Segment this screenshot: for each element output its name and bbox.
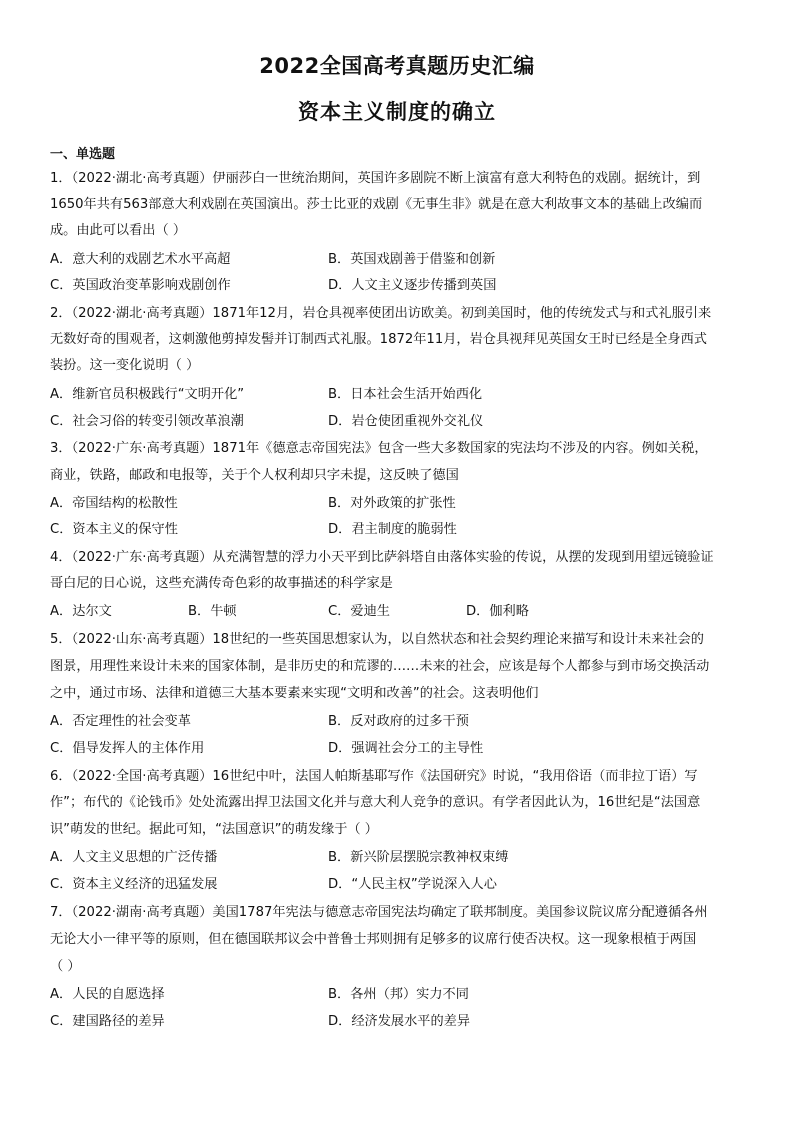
- question-7-option-a[interactable]: A．人民的自愿选择: [50, 987, 165, 1002]
- question-2-line-1: 2．（2022·湖北·高考真题）1871年12月，岩仓具视率使团出访欧美。初到美国时，他的传统发式与和式礼服引来: [50, 306, 712, 321]
- question-6-line-1: 6．（2022·全国·高考真题）16世纪中叶，法国人帕斯基耶写作《法国研究》时说，“我用俗语（而非拉丁语）写: [50, 769, 698, 784]
- question-4-option-a[interactable]: A．达尔文: [50, 604, 112, 619]
- question-6-line-3: 识”萌发的世纪。据此可知，“法国意识”的萌发缘于（ ）: [50, 822, 378, 837]
- question-6-option-d[interactable]: D．“人民主权”学说深入人心: [328, 877, 497, 892]
- question-4-option-d[interactable]: D．伽利略: [466, 604, 529, 619]
- question-4-line-2: 哥白尼的日心说，这些充满传奇色彩的故事描述的科学家是: [50, 576, 393, 591]
- question-4-line-1: 4．（2022·广东·高考真题）从充满智慧的浮力小天平到比萨斜塔自由落体实验的传说，从摆的发现到用望远镜验证: [50, 550, 714, 565]
- question-1-option-a[interactable]: A．意大利的戏剧艺术水平高超: [50, 252, 231, 267]
- question-3-option-d[interactable]: D．君主制度的脆弱性: [328, 522, 457, 537]
- document-title: 2022全国高考真题历史汇编: [259, 54, 535, 78]
- question-5-line-2: 图景，用理性来设计未来的国家体制，是非历史的和荒谬的……未来的社会，应该是每个人都参与到市场交换活动: [50, 659, 710, 674]
- question-7-line-1: 7．（2022·湖南·高考真题）美国1787年宪法与德意志帝国宪法均确定了联邦制度。美国参议院议席分配遵循各州: [50, 905, 708, 920]
- question-4-option-c[interactable]: C．爱迪生: [328, 604, 390, 619]
- question-1-option-d[interactable]: D．人文主义逐步传播到英国: [328, 278, 497, 293]
- question-7-option-d[interactable]: D．经济发展水平的差异: [328, 1014, 471, 1029]
- question-2-line-3: 装扮。这一变化说明（ ）: [50, 358, 200, 373]
- question-6-option-b[interactable]: B．新兴阶层摆脱宗教神权束缚: [328, 850, 509, 865]
- question-2-option-b[interactable]: B．日本社会生活开始西化: [328, 387, 483, 402]
- question-2-option-d[interactable]: D．岩仓使团重视外交礼仪: [328, 414, 484, 429]
- question-5-option-a[interactable]: A．否定理性的社会变革: [50, 714, 191, 729]
- question-7-option-c[interactable]: C．建国路径的差异: [50, 1014, 165, 1029]
- document-subtitle: 资本主义制度的确立: [298, 100, 496, 124]
- question-3-option-b[interactable]: B．对外政策的扩张性: [328, 496, 456, 511]
- question-5-option-c[interactable]: C．倡导发挥人的主体作用: [50, 741, 205, 756]
- question-4-option-b[interactable]: B．牛顿: [188, 604, 237, 619]
- question-1-line-1: 1．（2022·湖北·高考真题）伊丽莎白一世统治期间，英国许多剧院不断上演富有意大利特色的戏剧。据统计，到: [50, 171, 701, 186]
- question-1-line-2: 1650年共有563部意大利戏剧在英国演出。莎士比亚的戏剧《无事生非》就是在意大利故事文本的基础上改编而: [50, 197, 703, 212]
- question-3-line-1: 3．（2022·广东·高考真题）1871年《德意志帝国宪法》包含一些大多数国家的宪法均不涉及的内容。例如关税，: [50, 441, 708, 456]
- question-3-option-c[interactable]: C．资本主义的保守性: [50, 522, 178, 537]
- question-6-option-a[interactable]: A．人文主义思想的广泛传播: [50, 850, 218, 865]
- question-7-line-3: （ ）: [50, 959, 81, 974]
- question-5-option-d[interactable]: D．强调社会分工的主导性: [328, 741, 484, 756]
- question-5-option-b[interactable]: B．反对政府的过多干预: [328, 714, 469, 729]
- question-7-option-b[interactable]: B．各州（邦）实力不同: [328, 987, 469, 1002]
- question-2-option-c[interactable]: C．社会习俗的转变引领改革浪潮: [50, 414, 244, 429]
- question-2-line-2: 无数好奇的围观者，这刺激他剪掉发髻并订制西式礼服。1872年11月，岩仓具视拜见英国女王时已经是全身西式: [50, 332, 707, 347]
- question-3-option-a[interactable]: A．帝国结构的松散性: [50, 496, 178, 511]
- question-6-option-c[interactable]: C．资本主义经济的迅猛发展: [50, 877, 218, 892]
- question-1-line-3: 成。由此可以看出（ ）: [50, 223, 187, 238]
- section-heading: 一、单选题: [50, 147, 116, 162]
- question-5-line-1: 5．（2022·山东·高考真题）18世纪的一些英国思想家认为，以自然状态和社会契约理论来描写和设计未来社会的: [50, 632, 704, 647]
- question-7-line-2: 无论大小一律平等的原则，但在德国联邦议会中普鲁士邦则拥有足够多的议席行使否决权。这一现象根植于两国: [50, 932, 697, 947]
- question-5-line-3: 之中，通过市场、法律和道德三大基本要素来实现“文明和改善”的社会。这表明他们: [50, 686, 539, 701]
- question-6-line-2: 作”；布代的《论钱币》处处流露出捍卫法国文化并与意大利人竞争的意识。有学者因此认为，16世纪是“法国意: [50, 795, 701, 810]
- question-3-line-2: 商业，铁路，邮政和电报等，关于个人权利却只字未提，这反映了德国: [50, 468, 459, 483]
- question-2-option-a[interactable]: A．维新官员积极践行“文明开化”: [50, 387, 245, 402]
- question-1-option-b[interactable]: B．英国戏剧善于借鉴和创新: [328, 252, 496, 267]
- question-1-option-c[interactable]: C．英国政治变革影响戏剧创作: [50, 278, 231, 293]
